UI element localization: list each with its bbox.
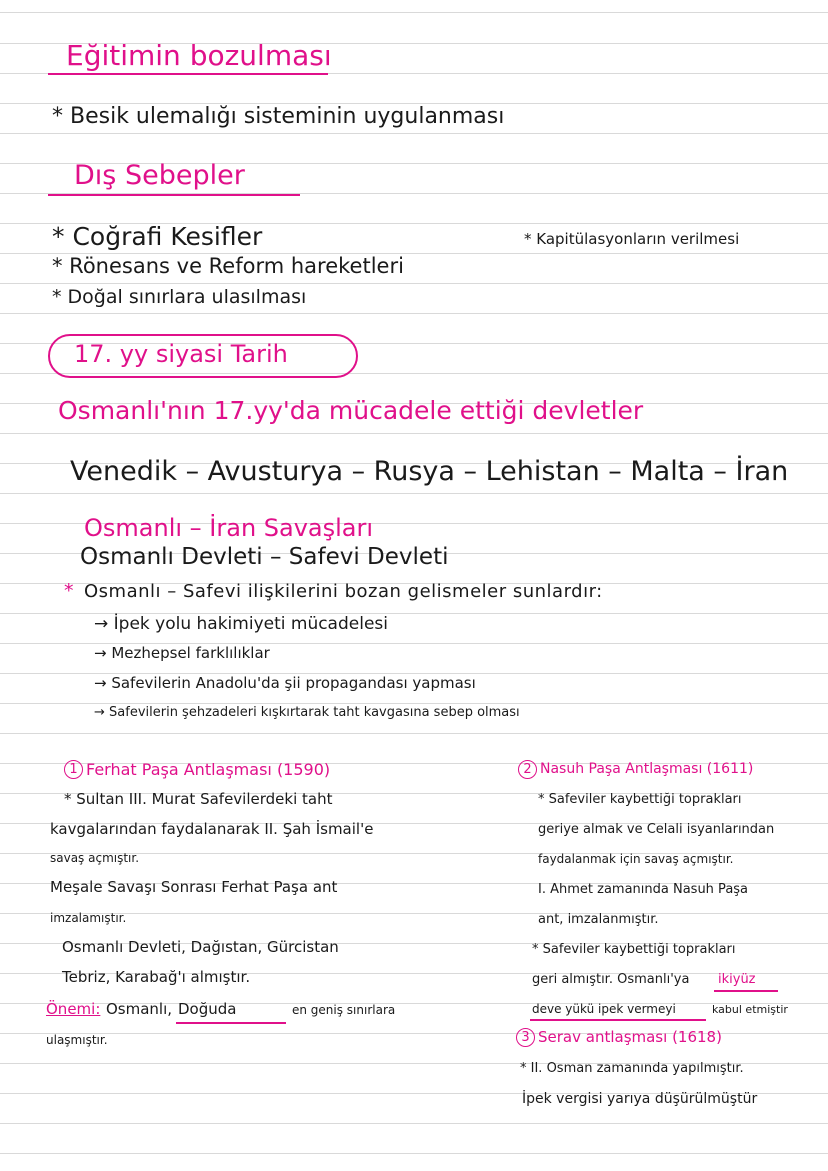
onemi-text-c: en geniş sınırlara (292, 1003, 396, 1017)
dis-item-3: * Doğal sınırlara ulasılması (52, 286, 307, 308)
subheading-safevi: Osmanlı Devleti – Safevi Devleti (80, 544, 449, 570)
ikiyuz-underline (714, 990, 778, 992)
safevi-intro: Osmanlı – Safevi ilişkilerini bozan gelismeler sunlardır: (84, 581, 603, 602)
nasuh-line-4: I. Ahmet zamanında Nasuh Paşa (538, 882, 749, 897)
ferhat-line-1: * Sultan III. Murat Safevilerdeki taht (64, 790, 333, 808)
number-circle-2: 2 (518, 760, 537, 779)
nasuh-line-1: * Safeviler kaybettiği toprakları (538, 792, 742, 807)
onemi-text-b: Doğuda (178, 1000, 237, 1018)
safevi-item-4: → Safevilerin şehzadeleri kışkırtarak taht kavgasına sebep olması (94, 705, 520, 720)
nasuh-line-2: geriye almak ve Celali isyanlarından (538, 822, 775, 837)
nasuh-line-6: * Safeviler kaybettiği toprakları (532, 942, 736, 957)
number-circle-3: 3 (516, 1028, 535, 1047)
safevi-item-2: → Mezhepsel farklılıklar (94, 644, 270, 662)
serav-title: Serav antlaşması (1618) (538, 1028, 722, 1046)
serav-line-1: * II. Osman zamanında yapılmıştır. (520, 1061, 744, 1076)
ferhat-line-5: imzalamıştır. (50, 911, 127, 925)
nasuh-title: Nasuh Paşa Antlaşması (1611) (540, 761, 754, 777)
nasuh-line-3: faydalanmak için savaş açmıştır. (538, 852, 734, 866)
deve-text: deve yükü ipek vermeyi (532, 1002, 676, 1016)
ferhat-line-4: Meşale Savaşı Sonrası Ferhat Paşa ant (50, 878, 338, 896)
safevi-item-3: → Safevilerin Anadolu'da şii propagandası yapması (94, 674, 476, 692)
kabul-text: kabul etmiştir (712, 1003, 788, 1016)
onemi-label: Önemi: (46, 1000, 101, 1018)
heading-dis-underline (48, 194, 300, 196)
onemi-last: ulaşmıştır. (46, 1033, 108, 1047)
heading-egitim-underline (48, 73, 328, 75)
deve-underline (530, 1019, 706, 1021)
heading-egitim: Eğitimin bozulması (66, 39, 332, 72)
serav-line-2: İpek vergisi yarıya düşürülmüştür (522, 1091, 758, 1107)
dogu-underline (176, 1022, 286, 1024)
nasuh-line-7: geri almıştır. Osmanlı'ya (532, 972, 690, 987)
ferhat-title: Ferhat Paşa Antlaşması (1590) (86, 760, 331, 779)
safevi-item-1: → İpek yolu hakimiyeti mücadelesi (94, 614, 388, 634)
kapitulasyon-item: * Kapitülasyonların verilmesi (524, 230, 740, 248)
heading-osmanli: Osmanlı'nın 17.yy'da mücadele ettiği devletler (58, 396, 644, 425)
devletler-line: Venedik – Avusturya – Rusya – Lehistan – Malta – İran (70, 456, 789, 487)
dis-item-2: * Rönesans ve Reform hareketleri (52, 254, 404, 278)
ferhat-line-2: kavgalarından faydalanarak II. Şah İsmail'e (50, 820, 374, 838)
ferhat-line-6: Osmanlı Devleti, Dağıstan, Gürcistan (62, 938, 339, 956)
ferhat-line-7: Tebriz, Karabağ'ı almıştır. (62, 968, 251, 986)
nasuh-line-5: ant, imzalanmıştır. (538, 912, 659, 927)
ferhat-line-3: savaş açmıştır. (50, 851, 140, 865)
heading-iran: Osmanlı – İran Savaşları (84, 514, 374, 542)
besik-line: * Besik ulemalığı sisteminin uygulanması (52, 104, 505, 129)
number-circle-1: 1 (64, 760, 83, 779)
heading-dis: Dış Sebepler (74, 160, 245, 191)
onemi-text-a: Osmanlı, (106, 1000, 173, 1018)
ikiyuz-text: ikiyüz (718, 972, 756, 987)
star-bullet: * (64, 580, 74, 602)
dis-item-1: * Coğrafi Kesifler (52, 222, 263, 251)
bubble-title: 17. yy siyasi Tarih (74, 340, 288, 368)
